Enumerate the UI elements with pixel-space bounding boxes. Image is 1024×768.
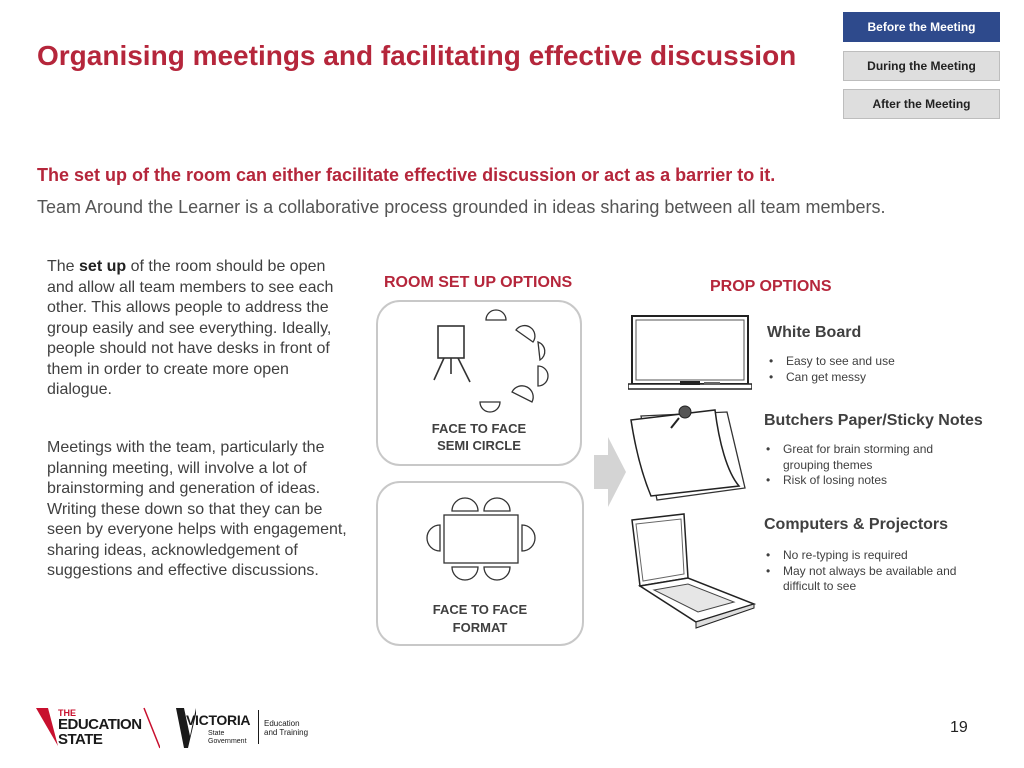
face-to-face-option bbox=[376, 481, 584, 646]
setup-paragraph-bold: set up bbox=[79, 258, 127, 275]
list-item: • May not always be available and difficult to see bbox=[764, 564, 979, 595]
logo-divider bbox=[258, 710, 259, 744]
setup-paragraph-start: The bbox=[47, 258, 80, 275]
computers-name: Computers & Projectors bbox=[764, 516, 949, 533]
victoria-government-logo bbox=[176, 706, 316, 750]
semi-circle-diagram bbox=[378, 302, 584, 422]
subheading: The set up of the room can either facilitate effective discussion or act as a barrier to it. bbox=[37, 165, 776, 185]
meetings-paragraph: Meetings with the team, particularly the planning meeting, will involve a lot of brainstorming and generation of ideas. Writing these down so that they can be seen by everyone helps with engagement, sharing ideas, acknowledgement of suggestions and effective discussions. bbox=[47, 439, 347, 579]
list-item: • Great for brain storming and grouping themes bbox=[764, 442, 964, 473]
arrow-right-icon bbox=[594, 437, 626, 507]
nav-after-meeting-button[interactable]: After the Meeting bbox=[843, 89, 1000, 119]
face-to-face-label-line1: FACE TO FACE bbox=[432, 602, 528, 617]
logo-training-dept-text: and Training bbox=[264, 728, 309, 737]
nav-during-meeting-button[interactable]: During the Meeting bbox=[843, 51, 1000, 81]
page-title: Organising meetings and facilitating effective discussion bbox=[37, 40, 797, 71]
setup-paragraph bbox=[47, 257, 347, 401]
list-item: • Can get messy bbox=[767, 370, 967, 386]
semi-circle-label-line1: FACE TO FACE bbox=[431, 421, 527, 436]
logo-the-text: THE bbox=[58, 708, 76, 718]
flip-chart-icon bbox=[434, 326, 470, 382]
semi-circle-label-line2: SEMI CIRCLE bbox=[437, 438, 521, 453]
logo-state-sub-text: State bbox=[208, 730, 225, 737]
nav-before-meeting-button[interactable]: Before the Meeting bbox=[843, 12, 1000, 42]
table-and-chairs-icon bbox=[427, 498, 535, 580]
logo-state-text: STATE bbox=[58, 731, 103, 748]
face-to-face-label-line2: FORMAT bbox=[452, 620, 508, 635]
intro-text: Team Around the Learner is a collaborative process grounded in ideas sharing between all team members. bbox=[37, 197, 886, 217]
whiteboard-bullets bbox=[767, 354, 967, 385]
butchers-paper-bullets bbox=[764, 442, 964, 489]
semi-circle-option bbox=[376, 300, 582, 466]
list-item: • No re-typing is required bbox=[764, 548, 979, 564]
setup-paragraph-rest: of the room should be open and allow all team members to see each other. This allows people to address the group easily and see everything. Ideally, people should not have desks in front of them in order to create more open dialogue. bbox=[47, 258, 334, 398]
list-item: • Easy to see and use bbox=[767, 354, 967, 370]
logo-government-text: Government bbox=[208, 738, 247, 745]
butchers-paper-name: Butchers Paper/Sticky Notes bbox=[764, 412, 983, 429]
whiteboard-name: White Board bbox=[767, 324, 862, 341]
prop-options-title: PROP OPTIONS bbox=[710, 278, 832, 295]
face-to-face-diagram bbox=[378, 483, 586, 598]
logo-victoria-text: VICTORIA bbox=[186, 712, 251, 728]
whiteboard-icon bbox=[628, 313, 752, 391]
pinned-paper-icon bbox=[627, 402, 755, 502]
list-item: • Risk of losing notes bbox=[764, 473, 964, 489]
computers-bullets bbox=[764, 548, 979, 595]
room-setup-title: ROOM SET UP OPTIONS bbox=[384, 274, 573, 291]
logo-education-dept-text: Education bbox=[264, 719, 300, 728]
chair-icons bbox=[480, 310, 548, 412]
education-state-logo bbox=[36, 706, 160, 750]
logo-education-text: EDUCATION bbox=[58, 716, 142, 733]
page-number: 19 bbox=[950, 719, 968, 736]
laptop-icon bbox=[626, 512, 756, 632]
